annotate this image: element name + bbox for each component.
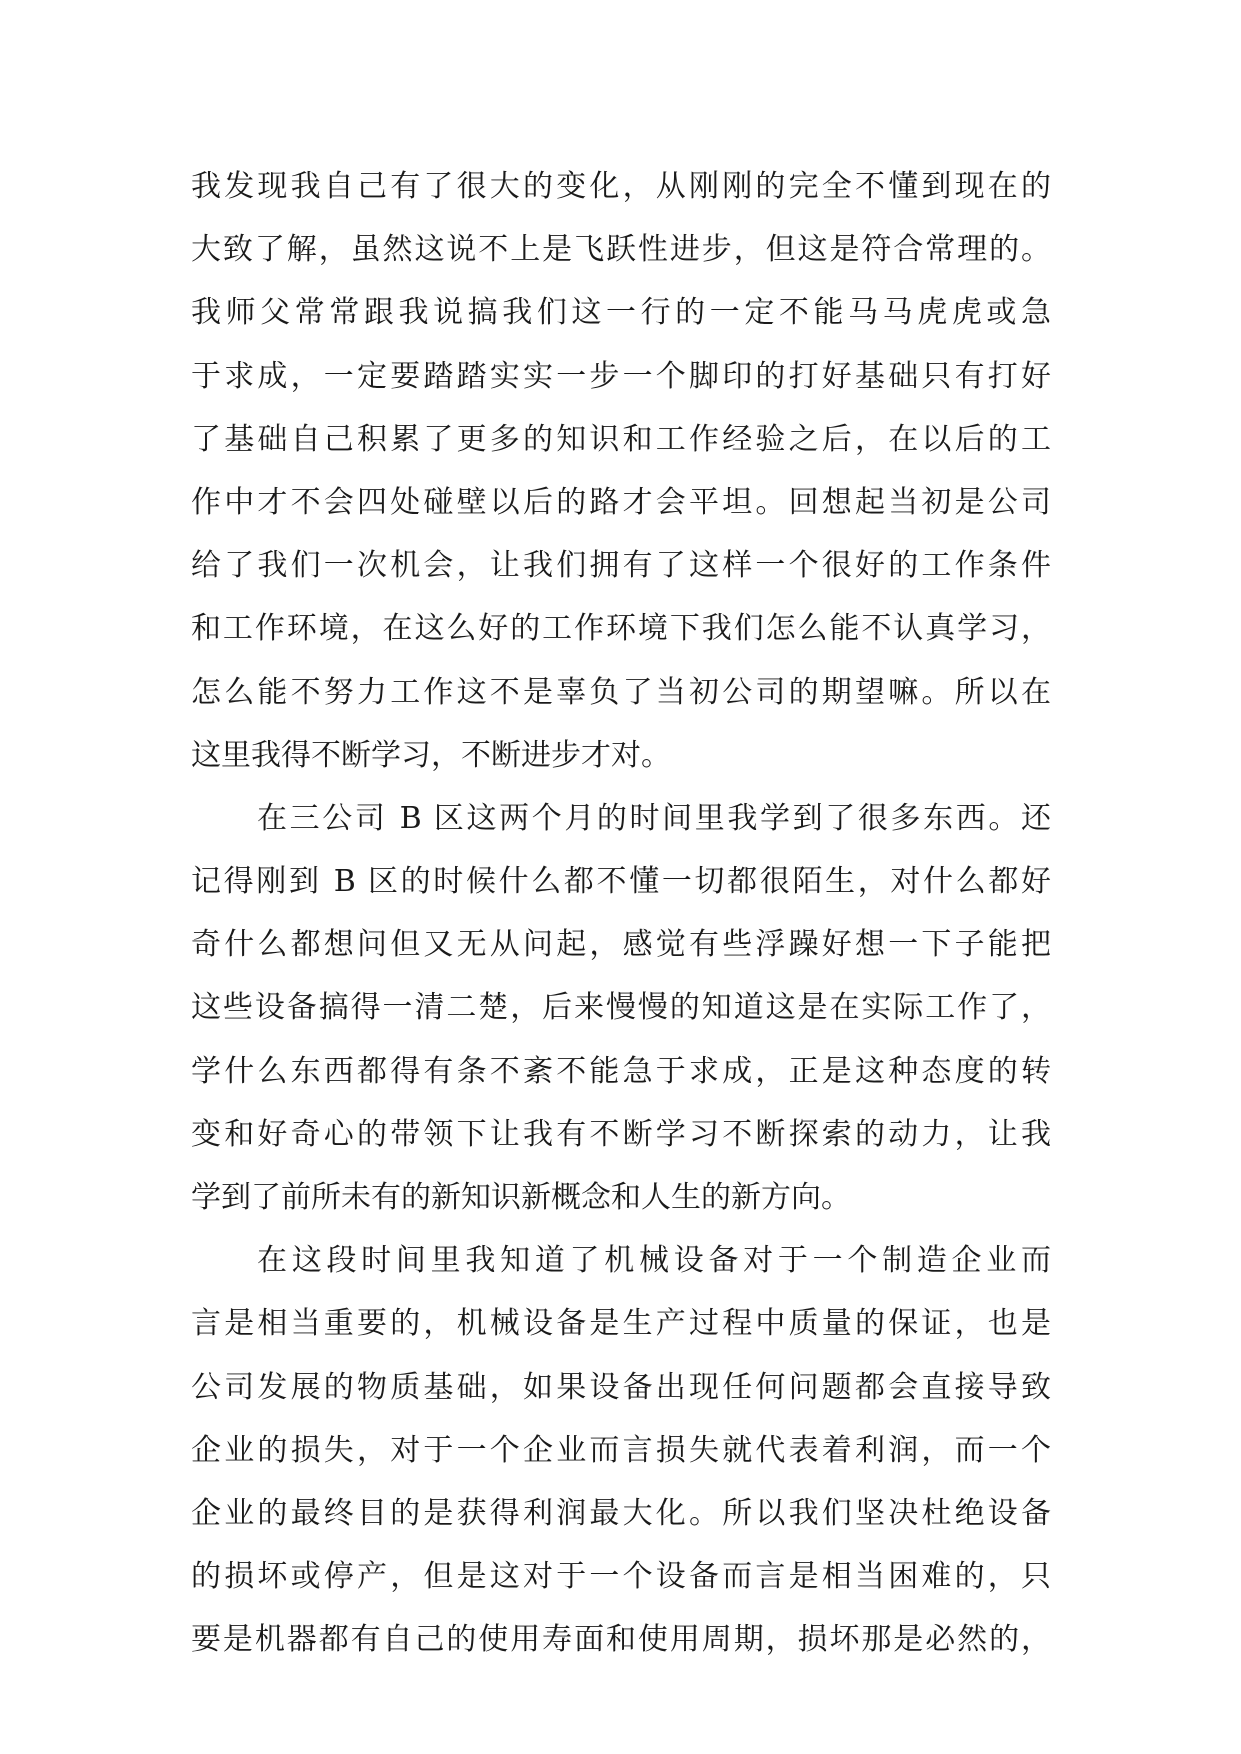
text-line: 公司发展的物质基础，如果设备出现任何问题都会直接导致 bbox=[191, 1369, 1051, 1405]
paragraph-end-line: 这里我得不断学习，不断进步才对。 bbox=[191, 737, 671, 773]
text-line: 了基础自己积累了更多的知识和工作经验之后，在以后的工 bbox=[191, 421, 1051, 457]
text-line: 变和好奇心的带领下让我有不断学习不断探索的动力，让我 bbox=[191, 1116, 1051, 1152]
text-line: 要是机器都有自己的使用寿面和使用周期，损坏那是必然的， bbox=[191, 1622, 1051, 1658]
text-line: 的损坏或停产，但是这对于一个设备而言是相当困难的，只 bbox=[191, 1559, 1051, 1595]
body-text bbox=[191, 155, 1051, 1672]
text-line: 作中才不会四处碰壁以后的路才会平坦。回想起当初是公司 bbox=[191, 484, 1051, 520]
text-line: 大致了解，虽然这说不上是飞跃性进步，但这是符合常理的。 bbox=[191, 232, 1051, 268]
paragraph-start-line: 在三公司 B 区这两个月的时间里我学到了很多东西。还 bbox=[257, 800, 1051, 836]
text-line: 学什么东西都得有条不紊不能急于求成，正是这种态度的转 bbox=[191, 1053, 1051, 1089]
text-line: 这些设备搞得一清二楚，后来慢慢的知道这是在实际工作了， bbox=[191, 990, 1051, 1026]
paragraph-start-line: 在这段时间里我知道了机械设备对于一个制造企业而 bbox=[257, 1243, 1051, 1279]
text-line: 我师父常常跟我说搞我们这一行的一定不能马马虎虎或急 bbox=[191, 295, 1051, 331]
text-line: 言是相当重要的，机械设备是生产过程中质量的保证，也是 bbox=[191, 1306, 1051, 1342]
text-line: 企业的损失，对于一个企业而言损失就代表着利润，而一个 bbox=[191, 1432, 1051, 1468]
text-line: 企业的最终目的是获得利润最大化。所以我们坚决杜绝设备 bbox=[191, 1495, 1051, 1531]
text-line: 怎么能不努力工作这不是辜负了当初公司的期望嘛。所以在 bbox=[191, 674, 1051, 710]
paragraph-end-line: 学到了前所未有的新知识新概念和人生的新方向。 bbox=[191, 1180, 851, 1215]
text-line: 和工作环境，在这么好的工作环境下我们怎么能不认真学习， bbox=[191, 611, 1051, 647]
text-line: 记得刚到 B 区的时候什么都不懂一切都很陌生，对什么都好 bbox=[191, 864, 1051, 900]
text-line: 奇什么都想问但又无从问起，感觉有些浮躁好想一下子能把 bbox=[191, 927, 1051, 963]
text-line: 于求成，一定要踏踏实实一步一个脚印的打好基础只有打好 bbox=[191, 358, 1051, 394]
text-line: 给了我们一次机会，让我们拥有了这样一个很好的工作条件 bbox=[191, 548, 1051, 584]
text-line: 我发现我自己有了很大的变化，从刚刚的完全不懂到现在的 bbox=[191, 169, 1051, 204]
